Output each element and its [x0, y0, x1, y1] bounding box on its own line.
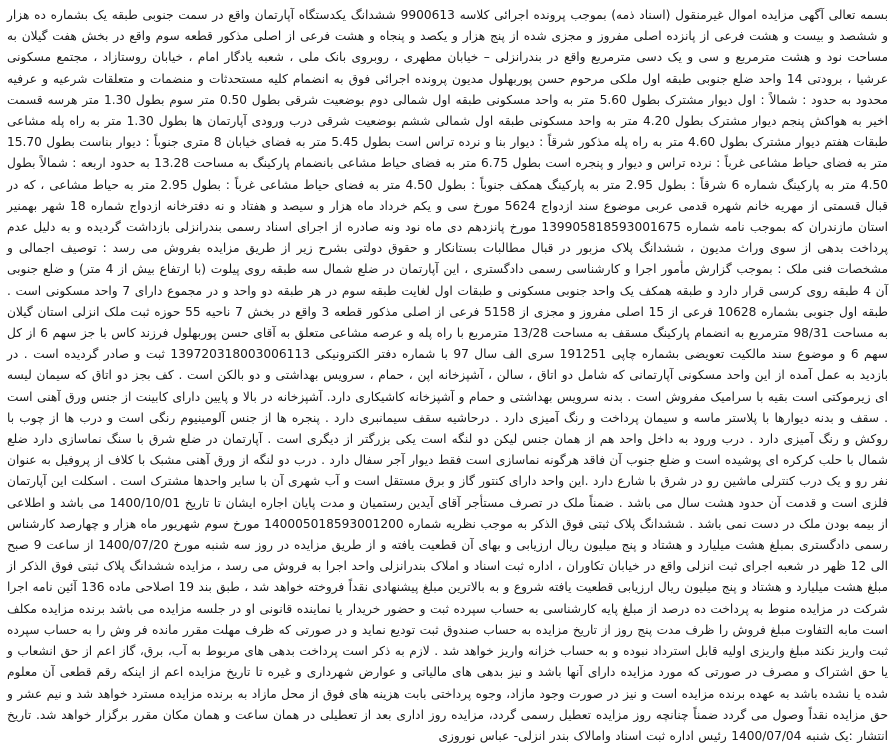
auction-notice-text: بسمه تعالی آگهی مزایده اموال غیرمنقول (اسناد ذمه) بموجب پرونده اجرائی کلاسه 9900613 ششدانگ یکدستگاه آپارتمان واقع در سمت جنوبی طبقه یک بشماره ده هزار و ششصد و بیست و هشت فرعی از پانزده اصلی مفروز و مجزی شده از پنج هزار و یکصد و پنجاه و هشت فرعی از اصلی مذکور قطعه سوم واقع در بخش هفت گیلان به مساحت نود و هشت مترمربع و سی و یک دسی مترمربع واقع در بندرانزلی – خیابان مطهری ، روبروی بانک ملی ، شعبه یادگار امام ، خیابان روستازاد ، مجتمع مسکونی عرشیا ، برودتی 14 واحد ضلع جنوبی طبقه اول ملکی مرحوم حسن پوربهلول مدیون پرونده اجرائی فوق به انضمام کلیه مستحدثات و منضمات و متعلقات شرعیه و عرفیه محدود به حدود : شمالاً : اول دیوار مشترک بطول 5.60 متر به واحد مسکونی طبقه اول شمالی دوم بوضعیت شرقی بطول 0.50 متر سوم بطول 1.30 متر هرسه قسمت اخیر به هواکش پنجم دیوار مشترک بطول 4.20 متر به واحد مسکونی طبقه اول شمالی ششم بوضعیت شرقی درب ورودی آپارتمان ها بطول 1.30 متر به راه پله مشاعی طبقات هفتم دیوار مشترک بطول 4.60 متر به راه پله مذکور شرقاً : دیوار بنا و نرده تراس است بطول 5.45 متر به فضای خیابان 8 متری جنوباً : دیوار بناست بطول 15.70 متر به فضای حیاط مشاعی غرباً : نرده تراس و دیوار و پنجره است بطول 6.75 متر به فضای حیاط مشاعی بانضمام پارکینگ به مساحت 13.28 به حدود اربعه : شمالاً بطول 4.50 متر به پارکینگ شماره 6 شرقاً : بطول 2.95 متر به پارکینگ همکف جنوباً : بطول 4.50 متر به فضای حیاط مشاعی غرباً : بطول 2.95 متر به حیاط مشاعی ، که در قبال قسمتی از مهریه خانم شهره قدمی عربی موضوع سند ازدواج 5624 مورخ سی و یکم خرداد ماه هزار و سیصد و هفتاد و نه دفترخانه ازدواج شماره 18 شهر بهمنیر استان مازندران که بموجب نامه شماره 139905818593001675 مورخ پانزدهم دی ماه نود ونه صادره از اجرای اسناد رسمی بندرانزلی بازداشت گردیده و به دلیل عدم پرداخت بدهی از سوی وراث مدیون ، ششدانگ پلاک مزبور در قبال مطالبات بستانکار و حقوق دولتی بشرح زیر از طریق مزایده بفروش می رسد : توصیف اجمالی و مشخصات فنی ملک : بموجب گزارش مأمور اجرا و کارشناسی رسمی دادگستری ، این آپارتمان در ضلع شمال سه طبقه روی پیلوت (با ارتفاع بیش از 4 متر) و ضلع جنوبی آن 4 طبقه روی کرسی قرار دارد و طبقه همکف یک واحد جنوبی مسکونی و طبقات اول لغایت طبقه سوم در هر طبقه دو واحد و در مجموع دارای 7 واحد مسکونی است . طبقه اول جنوبی بشماره 10628 فرعی از 15 اصلی مفروز و مجزی از 5158 فرعی از اصلی مذکور قطعه 3 واقع در بخش 7 ناحیه 55 حوزه ثبت ملک انزلی استان گیلان به مساحت 98/31 مترمربع به انضمام پارکینگ مسقف به مساحت 13/28 مترمربع با راه پله و عرصه مشاعی متعلق به آقای حسن پوربهلول فرزند کاس با جز سهم 6 از کل سهم 6 و موضوع سند مالکیت تعویضی بشماره چاپی 191251 سری الف سال 97 با شماره دفتر الکترونیکی 139720318003006113 ثبت و صادر گردیده است . در بازدید به عمل آمده از این واحد مسکونی آپارتمانی که شامل دو اتاق ، سالن ، آشپزخانه اپن ، حمام ، سرویس بهداشتی و دو بالکن است . کف بجز دو اتاق که سیمان لیسه ای زیرموکتی است بقیه با سرامیک مفروش است . بدنه سرویس بهداشتی و حمام و آشپزخانه کاشیکاری دارد. آشپزخانه در بالا و پایین دارای کابینت از جنس ورق آهنی است . سقف و بدنه دیوارها با پلاستر ماسه و سیمان پرداخت و رنگ آمیزی دارد . درحاشیه سقف سیمانبری دارد . پنجره ها از جنس آلومینیوم رنگی است و درب ها از چوب با روکش و رنگ آمیزی دارد . درب ورود به داخل واحد هم از همان جنس لیکن دو لنگه است یکی بزرگتر از دیگری است . آپارتمان در ضلع شرق با سنگ نماسازی دارد ضلع شمال با حلب کرکره ای پوشیده است و ضلع جنوب آن فاقد هرگونه نماسازی است فقط دیوار آجر سفال دارد . درب دو لنگه از ورق آهنی مشبک با کلاف از پروفیل به عنوان نفر رو و یک درب کنترلی ماشین رو در شرق با شارع دارد .این واحد دارای کنتور گاز و برق مستقل است و آب شهری آن با سایر واحدها مشترک است . اسکلت این آپارتمان فلزی است و قدمت آن حدود هشت سال می باشد . ضمناً ملک در تصرف مستأجر آقای آیدین رستمیان و مدت پایان اجاره ایشان تا تاریخ 1400/10/01 می باشد و اطلاعی از بیمه بودن ملک در دست نمی باشد . ششدانگ پلاک ثبتی فوق الذکر به موجب نظریه شماره 140005018593001200 مورخ سوم شهریور ماه هزار و چهارصد کارشناس رسمی دادگستری بمبلغ هشت میلیارد و هشتاد و پنج میلیون ریال ارزیابی و بهای آن قطعیت یافته و از طریق مزایده در روز سه شنبه مورخ 1400/07/20 از ساعت 9 صبح الی 12 ظهر در شعبه اجرای ثبت انزلی واقع در خیابان تکاوران ، اداره ثبت اسناد و املاک بندرانزلی واحد اجرا به فروش می رسد ، مزایده ششدانگ پلاک ثبتی فوق الذکر از مبلغ هشت میلیارد و هشتاد و پنج میلیون ریال ارزیابی قطعیت یافته شروع و به بالاترین مبلغ پیشنهادی نقداً فروخته خواهد شد ، طبق بند 19 اصلاحی ماده 136 آئین نامه اجرا شرکت در مزایده منوط به پرداخت ده درصد از مبلغ پایه کارشناسی به حساب سپرده ثبت و حضور خریدار یا نماینده قانونی او در جلسه مزایده می باشد برنده مزایده مکلف است مابه التفاوت مبلغ فروش را ظرف مدت پنج روز از تاریخ مزایده به حساب صندوق ثبت تودیع نماید و در صورتی که ظرف مهلت مقرر مانده فر وش را به حساب سپرده ثبت واریز نکند مبلغ واریزی اولیه قابل استرداد نبوده و به حساب خزانه واریز خواهد شد . لازم به ذکر است پرداخت بدهی های مربوط به آب، برق، گاز اعم از حق انشعاب و یا حق اشتراک و مصرف در صورتی که مورد مزایده دارای آنها باشد و نیز بدهی های مالیاتی و عوارض شهرداری و غیره تا تاریخ مزایده اعم از اینکه رقم قطعی آن معلوم شده یا نشده باشد به عهده برنده مزایده است و نیز در صورت وجود مازاد، وجوه پرداختی بابت هزینه های فوق از محل مازاد به برنده مزایده مسترد خواهد شد و نیم عشر و حق مزایده نقداً وصول می گردد ضمناً چنانچه روز مزایده تعطیل رسمی گردد، مزایده روز اداری بعد از تعطیلی در همان ساعت و همان مکان مقرر برگزار خواهد شد. تاریخ انتشار :یک شنبه 1400/07/04 رئیس اداره ثبت اسناد وامالاک بندر انزلی- عباس نوروزی	[7, 8, 889, 743]
